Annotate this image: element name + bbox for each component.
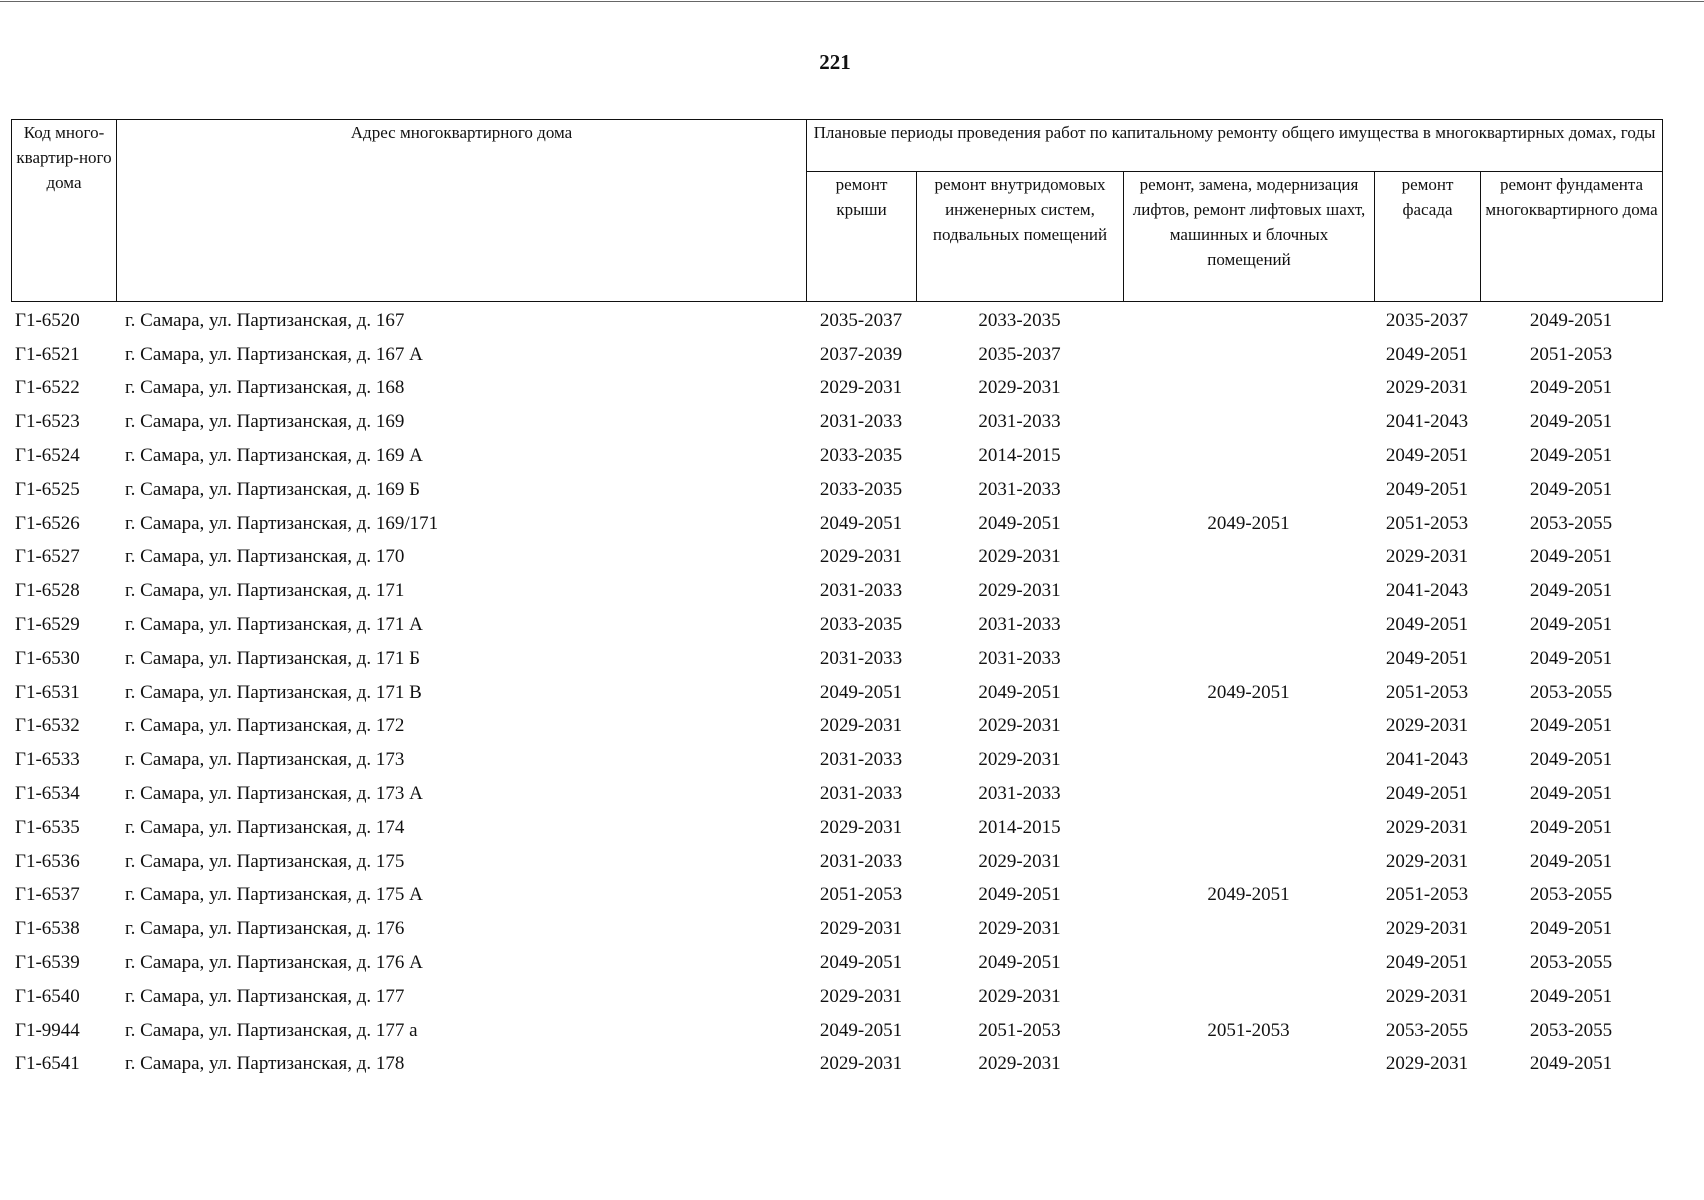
table-row (11, 879, 1662, 913)
cell-roof: 2031-2033 (819, 783, 903, 805)
cell-foundation: 2053-2055 (1529, 884, 1613, 906)
cell-elevators: 2049-2051 (1207, 512, 1290, 534)
cell-elevators (1123, 845, 1374, 879)
cell-facade: 2041-2043 (1385, 749, 1469, 771)
cell-roof: 2029-2031 (819, 377, 903, 399)
cell-code: Г1-6528 (15, 580, 80, 602)
cell-foundation: 2049-2051 (1529, 816, 1613, 838)
table-row (11, 845, 1662, 879)
table-row (11, 1014, 1662, 1048)
cell-roof: 2029-2031 (819, 715, 903, 737)
cell-engineering: 2029-2031 (978, 715, 1061, 737)
cell-roof: 2033-2035 (819, 445, 903, 467)
cell-facade: 2051-2053 (1385, 884, 1469, 906)
cell-address: г. Самара, ул. Партизанская, д. 169 А (125, 445, 423, 467)
cell-facade: 2049-2051 (1385, 478, 1469, 500)
cell-code: Г1-6537 (15, 884, 80, 906)
cell-address: г. Самара, ул. Партизанская, д. 176 А (125, 952, 423, 974)
cell-facade: 2049-2051 (1385, 614, 1469, 636)
cell-address: г. Самара, ул. Партизанская, д. 167 А (125, 343, 423, 365)
cell-facade: 2029-2031 (1385, 1053, 1469, 1075)
cell-roof: 2029-2031 (819, 985, 903, 1007)
cell-roof: 2031-2033 (819, 647, 903, 669)
cell-engineering: 2029-2031 (978, 850, 1061, 872)
cell-facade: 2049-2051 (1385, 952, 1469, 974)
cell-engineering: 2051-2053 (978, 1019, 1061, 1041)
cell-address: г. Самара, ул. Партизанская, д. 177 (125, 985, 405, 1007)
cell-elevators (1123, 574, 1374, 608)
cell-foundation: 2053-2055 (1529, 512, 1613, 534)
cell-foundation: 2053-2055 (1529, 1019, 1613, 1041)
cell-facade: 2035-2037 (1385, 309, 1469, 331)
cell-code: Г1-6538 (15, 918, 80, 940)
cell-engineering: 2033-2035 (978, 309, 1061, 331)
cell-code: Г1-6540 (15, 985, 80, 1007)
cell-address: г. Самара, ул. Партизанская, д. 173 А (125, 783, 423, 805)
header-foundation: ремонт фундамента многоквартирного дома (1481, 172, 1663, 302)
header-periods: Плановые периоды проведения работ по капитальному ремонту общего имущества в многоквартирных домах, годы (807, 120, 1663, 172)
cell-facade: 2041-2043 (1385, 411, 1469, 433)
cell-elevators (1123, 372, 1374, 406)
cell-facade: 2029-2031 (1385, 377, 1469, 399)
data-table (11, 304, 1662, 1081)
cell-roof: 2029-2031 (819, 816, 903, 838)
cell-foundation: 2049-2051 (1529, 478, 1613, 500)
table-row (11, 372, 1662, 406)
cell-address: г. Самара, ул. Партизанская, д. 175 (125, 850, 405, 872)
table-row (11, 743, 1662, 777)
table-row (11, 473, 1662, 507)
cell-facade: 2051-2053 (1385, 512, 1469, 534)
cell-engineering: 2029-2031 (978, 1053, 1061, 1075)
cell-address: г. Самара, ул. Партизанская, д. 169 (125, 411, 405, 433)
cell-code: Г1-6525 (15, 478, 80, 500)
cell-code: Г1-6526 (15, 512, 80, 534)
cell-roof: 2049-2051 (819, 681, 903, 703)
cell-engineering: 2031-2033 (978, 411, 1061, 433)
cell-roof: 2033-2035 (819, 478, 903, 500)
cell-address: г. Самара, ул. Партизанская, д. 176 (125, 918, 405, 940)
cell-address: г. Самара, ул. Партизанская, д. 171 А (125, 614, 423, 636)
table-row (11, 676, 1662, 710)
header-roof: ремонт крыши (807, 172, 917, 302)
cell-engineering: 2035-2037 (978, 343, 1061, 365)
cell-facade: 2029-2031 (1385, 918, 1469, 940)
cell-address: г. Самара, ул. Партизанская, д. 171 В (125, 681, 422, 703)
table-row (11, 946, 1662, 980)
cell-foundation: 2049-2051 (1529, 918, 1613, 940)
cell-foundation: 2049-2051 (1529, 783, 1613, 805)
cell-elevators (1123, 338, 1374, 372)
cell-facade: 2049-2051 (1385, 783, 1469, 805)
cell-foundation: 2049-2051 (1529, 715, 1613, 737)
cell-elevators: 2049-2051 (1207, 681, 1290, 703)
cell-facade: 2041-2043 (1385, 580, 1469, 602)
cell-engineering: 2029-2031 (978, 918, 1061, 940)
cell-foundation: 2049-2051 (1529, 985, 1613, 1007)
cell-elevators (1123, 710, 1374, 744)
cell-elevators (1123, 1048, 1374, 1082)
cell-foundation: 2049-2051 (1529, 377, 1613, 399)
cell-engineering: 2031-2033 (978, 647, 1061, 669)
cell-elevators (1123, 777, 1374, 811)
cell-code: Г1-6523 (15, 411, 80, 433)
cell-engineering: 2029-2031 (978, 377, 1061, 399)
cell-facade: 2049-2051 (1385, 445, 1469, 467)
cell-roof: 2051-2053 (819, 884, 903, 906)
cell-elevators (1123, 811, 1374, 845)
cell-code: Г1-6533 (15, 749, 80, 771)
cell-code: Г1-6535 (15, 816, 80, 838)
table-row (11, 439, 1662, 473)
cell-foundation: 2049-2051 (1529, 749, 1613, 771)
cell-engineering: 2014-2015 (978, 816, 1061, 838)
table-row (11, 980, 1662, 1014)
cell-code: Г1-6536 (15, 850, 80, 872)
cell-engineering: 2049-2051 (978, 952, 1061, 974)
cell-address: г. Самара, ул. Партизанская, д. 173 (125, 749, 405, 771)
cell-foundation: 2049-2051 (1529, 850, 1613, 872)
cell-roof: 2031-2033 (819, 411, 903, 433)
cell-roof: 2031-2033 (819, 580, 903, 602)
cell-foundation: 2053-2055 (1529, 952, 1613, 974)
table-header (11, 119, 1663, 302)
cell-foundation: 2049-2051 (1529, 445, 1613, 467)
cell-address: г. Самара, ул. Партизанская, д. 174 (125, 816, 405, 838)
cell-code: Г1-6520 (15, 309, 80, 331)
cell-address: г. Самара, ул. Партизанская, д. 168 (125, 377, 405, 399)
cell-address: г. Самара, ул. Партизанская, д. 172 (125, 715, 405, 737)
table-row (11, 507, 1662, 541)
cell-roof: 2031-2033 (819, 850, 903, 872)
cell-code: Г1-6530 (15, 647, 80, 669)
cell-engineering: 2049-2051 (978, 512, 1061, 534)
cell-roof: 2049-2051 (819, 512, 903, 534)
cell-code: Г1-6521 (15, 343, 80, 365)
cell-roof: 2037-2039 (819, 343, 903, 365)
cell-address: г. Самара, ул. Партизанская, д. 171 Б (125, 647, 421, 669)
cell-roof: 2049-2051 (819, 1019, 903, 1041)
cell-engineering: 2029-2031 (978, 546, 1061, 568)
cell-elevators (1123, 743, 1374, 777)
cell-foundation: 2049-2051 (1529, 614, 1613, 636)
header-address: Адрес многоквартирного дома (117, 120, 807, 302)
cell-address: г. Самара, ул. Партизанская, д. 178 (125, 1053, 405, 1075)
cell-facade: 2029-2031 (1385, 816, 1469, 838)
cell-roof: 2035-2037 (819, 309, 903, 331)
cell-elevators (1123, 980, 1374, 1014)
cell-elevators (1123, 473, 1374, 507)
cell-elevators: 2049-2051 (1207, 884, 1290, 906)
cell-elevators (1123, 946, 1374, 980)
table-row (11, 912, 1662, 946)
cell-code: Г1-6524 (15, 445, 80, 467)
cell-foundation: 2049-2051 (1529, 309, 1613, 331)
cell-engineering: 2031-2033 (978, 783, 1061, 805)
cell-address: г. Самара, ул. Партизанская, д. 170 (125, 546, 405, 568)
table-row (11, 574, 1662, 608)
cell-code: Г1-9944 (15, 1019, 80, 1041)
cell-engineering: 2031-2033 (978, 614, 1061, 636)
cell-engineering: 2049-2051 (978, 681, 1061, 703)
cell-engineering: 2014-2015 (978, 445, 1061, 467)
cell-foundation: 2051-2053 (1529, 343, 1613, 365)
cell-elevators (1123, 304, 1374, 338)
cell-engineering: 2031-2033 (978, 478, 1061, 500)
cell-facade: 2029-2031 (1385, 715, 1469, 737)
cell-code: Г1-6534 (15, 783, 80, 805)
cell-address: г. Самара, ул. Партизанская, д. 171 (125, 580, 405, 602)
cell-elevators (1123, 642, 1374, 676)
cell-roof: 2031-2033 (819, 749, 903, 771)
cell-engineering: 2029-2031 (978, 985, 1061, 1007)
header-facade: ремонт фасада (1375, 172, 1481, 302)
cell-foundation: 2049-2051 (1529, 647, 1613, 669)
cell-code: Г1-6531 (15, 681, 80, 703)
header-engineering: ремонт внутридомовых инженерных систем, подвальных помещений (917, 172, 1124, 302)
page-number: 221 (819, 50, 851, 74)
cell-foundation: 2049-2051 (1529, 1053, 1613, 1075)
table-row (11, 338, 1662, 372)
top-border-line (0, 1, 1704, 2)
cell-engineering: 2029-2031 (978, 580, 1061, 602)
table-row (11, 710, 1662, 744)
cell-elevators (1123, 541, 1374, 575)
cell-code: Г1-6539 (15, 952, 80, 974)
header-elevators: ремонт, замена, модернизация лифтов, ремонт лифтовых шахт, машинных и блочных помещений (1124, 172, 1375, 302)
cell-code: Г1-6522 (15, 377, 80, 399)
table-row (11, 642, 1662, 676)
table-row (11, 541, 1662, 575)
cell-foundation: 2049-2051 (1529, 411, 1613, 433)
cell-facade: 2029-2031 (1385, 985, 1469, 1007)
cell-roof: 2029-2031 (819, 918, 903, 940)
cell-roof: 2033-2035 (819, 614, 903, 636)
cell-code: Г1-6527 (15, 546, 80, 568)
table-row (11, 304, 1662, 338)
cell-address: г. Самара, ул. Партизанская, д. 177 а (125, 1019, 418, 1041)
header-code: Код много-квартир-ного дома (12, 120, 117, 302)
cell-facade: 2051-2053 (1385, 681, 1469, 703)
cell-elevators (1123, 439, 1374, 473)
cell-code: Г1-6541 (15, 1053, 80, 1075)
cell-address: г. Самара, ул. Партизанская, д. 175 А (125, 884, 423, 906)
cell-foundation: 2049-2051 (1529, 546, 1613, 568)
cell-roof: 2029-2031 (819, 546, 903, 568)
table-row (11, 405, 1662, 439)
cell-elevators (1123, 608, 1374, 642)
table-row (11, 1048, 1662, 1082)
table-row (11, 608, 1662, 642)
table-row (11, 777, 1662, 811)
cell-roof: 2029-2031 (819, 1053, 903, 1075)
cell-elevators: 2051-2053 (1207, 1019, 1290, 1041)
cell-facade: 2049-2051 (1385, 647, 1469, 669)
table-body (11, 304, 1662, 1081)
cell-roof: 2049-2051 (819, 952, 903, 974)
cell-facade: 2053-2055 (1385, 1019, 1469, 1041)
cell-elevators (1123, 912, 1374, 946)
cell-address: г. Самара, ул. Партизанская, д. 169 Б (125, 478, 421, 500)
table-row (11, 811, 1662, 845)
cell-code: Г1-6532 (15, 715, 80, 737)
cell-address: г. Самара, ул. Партизанская, д. 167 (125, 309, 405, 331)
cell-foundation: 2053-2055 (1529, 681, 1613, 703)
cell-engineering: 2029-2031 (978, 749, 1061, 771)
cell-facade: 2029-2031 (1385, 850, 1469, 872)
cell-code: Г1-6529 (15, 614, 80, 636)
cell-address: г. Самара, ул. Партизанская, д. 169/171 (125, 512, 439, 534)
cell-facade: 2029-2031 (1385, 546, 1469, 568)
cell-engineering: 2049-2051 (978, 884, 1061, 906)
cell-foundation: 2049-2051 (1529, 580, 1613, 602)
cell-elevators (1123, 405, 1374, 439)
cell-facade: 2049-2051 (1385, 343, 1469, 365)
